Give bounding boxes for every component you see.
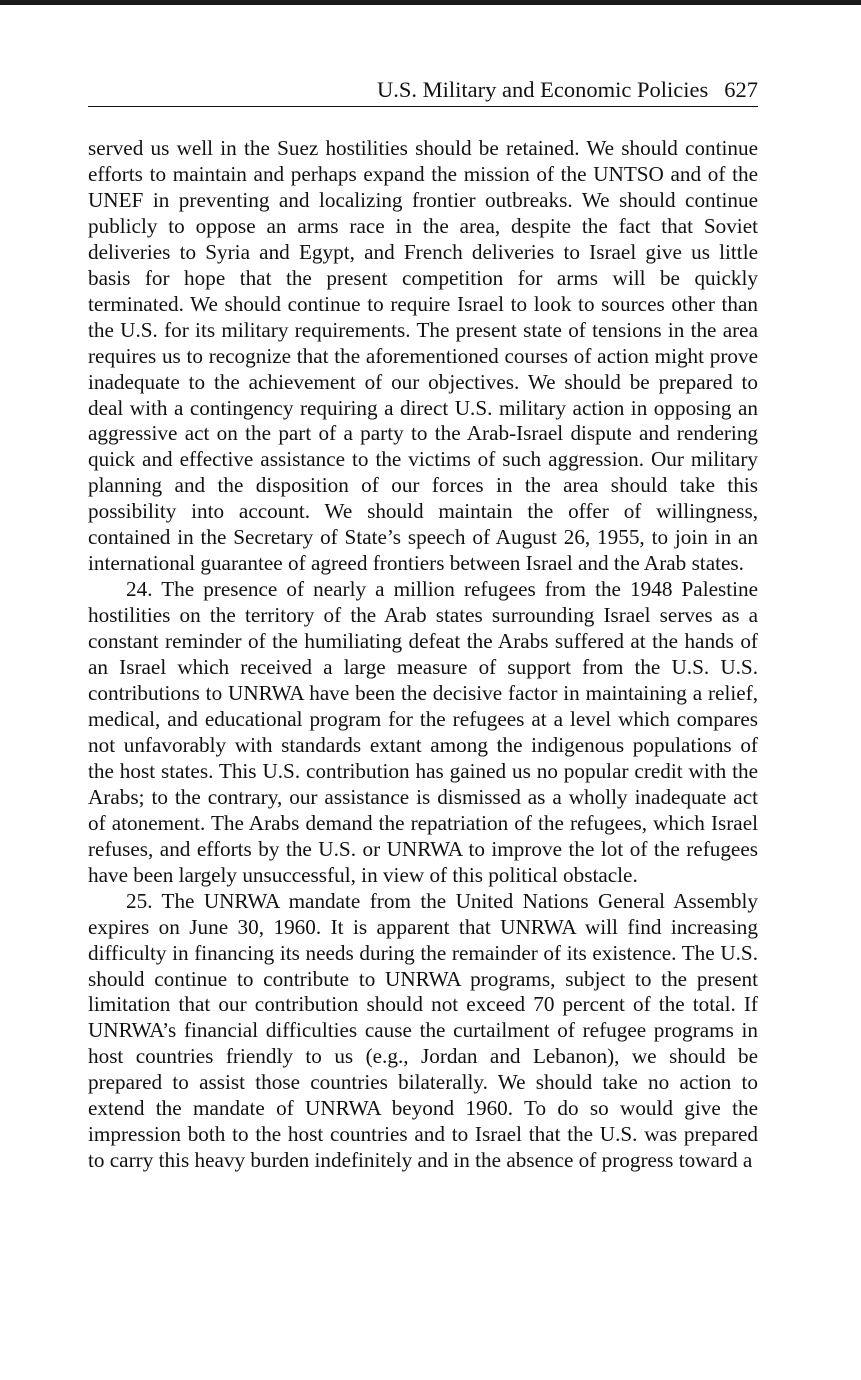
document-page bbox=[88, 76, 758, 1174]
scan-top-border bbox=[0, 0, 861, 5]
running-title: U.S. Military and Economic Policies bbox=[377, 77, 709, 102]
paragraph-continued: served us well in the Suez hostilities should be retained. We should continue efforts to maintain and perhaps expand the mission of the UNTSO and of the UNEF in preventing and localizing frontier outbreaks. We should continue publicly to oppose an arms race in the area, despite the fact that Soviet deliveries to Syria and Egypt, and French deliveries to Israel give us little basis for hope that the present competition for arms will be quickly terminated. We should continue to require Israel to look to sources other than the U.S. for its military requirements. The present state of tensions in the area requires us to recognize that the aforementioned courses of action might prove inadequate to the achievement of our objectives. We should be prepared to deal with a contingency requiring a direct U.S. military action in opposing an aggressive act on the part of a party to the Arab-Israel dispute and rendering quick and effective assistance to the victims of such aggression. Our military planning and the disposition of our forces in the area should take this possibility into account. We should maintain the offer of willingness, contained in the Secretary of State’s speech of August 26, 1955, to join in an international guarantee of agreed frontiers between Israel and the Arab states. bbox=[88, 136, 758, 576]
paragraph-24: 24. The presence of nearly a million refugees from the 1948 Palestine hostilities on the territory of the Arab states surrounding Israel serves as a constant reminder of the humiliating defeat the Arabs suffered at the hands of an Israel which received a large measure of support from the U.S. U.S. contributions to UNRWA have been the decisive factor in maintaining a relief, medical, and educational program for the refugees at a level which compares not unfavorably with standards extant among the indigenous populations of the host states. This U.S. contribution has gained us no popular credit with the Arabs; to the contrary, our assistance is dismissed as a wholly inadequate act of atonement. The Arabs demand the repatriation of the refugees, which Israel refuses, and efforts by the U.S. or UNRWA to improve the lot of the refugees have been largely unsuccessful, in view of this political obstacle. bbox=[88, 577, 758, 887]
running-header bbox=[88, 76, 758, 107]
body-text bbox=[88, 136, 758, 1174]
paragraph-25: 25. The UNRWA mandate from the United Nations General Assembly expires on June 30, 1960. It is apparent that UNRWA will find increasing difficulty in financing its needs during the remainder of its existence. The U.S. should continue to contribute to UNRWA programs, subject to the present limitation that our contribution should not exceed 70 percent of the total. If UNRWA’s financial difficulties cause the curtailment of refugee programs in host countries friendly to us (e.g., Jordan and Lebanon), we should be prepared to assist those countries bilaterally. We should take no action to extend the mandate of UNRWA beyond 1960. To do so would give the impression both to the host countries and to Israel that the U.S. was prepared to carry this heavy burden indefinitely and in the absence of progress toward a bbox=[88, 888, 758, 1173]
page-number: 627 bbox=[724, 77, 758, 102]
